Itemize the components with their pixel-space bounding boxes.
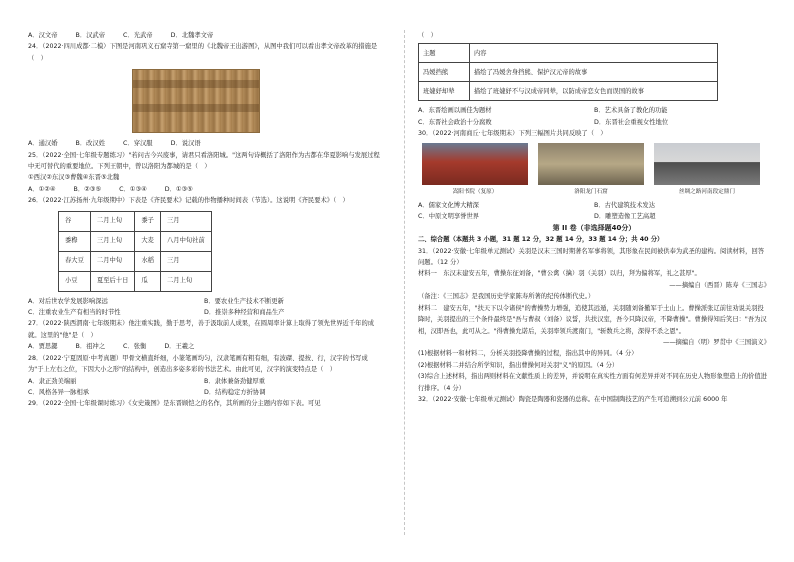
option: A．儒家文化博大精深 xyxy=(418,202,479,210)
material-1-source: ——摘编自（西晋）陈寿《三国志》 xyxy=(669,281,770,289)
option: D．雕塑造像工艺高超 xyxy=(594,213,656,221)
table-cell: 黍子 xyxy=(135,211,161,231)
image-caption: 嵩阳书院（复原） xyxy=(452,188,498,195)
material-2: 材料二 建安五年，"扶天下以令诸侯"的曹操势力增强，追使其远遁，关羽随刘备撤军于土山上。曹操派张辽前往劝说关羽投降时，关羽提出的三个条件最终是"吾与曹叔（刘备）议誓，共扶汉室，吾今只降汉帝，不降曹操"。曹操得知后笑曰："吾为汉相，汉即吾也，此可从之。"得曹操允诺后，关羽率领兵渡南门，"斩数兵之将，深得不杀之恩"。 xyxy=(418,304,767,335)
table-row xyxy=(59,211,212,231)
exam-page xyxy=(28,30,768,535)
table-row xyxy=(419,82,718,101)
q25-list: ①西汉②东汉③曹魏④东晋⑤北魏 xyxy=(28,174,120,182)
table-cell: 黍穄 xyxy=(59,231,91,251)
q30-images xyxy=(422,143,770,185)
option: C．张衡 xyxy=(123,343,147,351)
option: D．推崇多种经营和商品生产 xyxy=(204,309,285,317)
option: C．中原文明享誉世界 xyxy=(418,213,480,221)
option: C．①③④ xyxy=(119,185,147,193)
sub-question-2: (2)根据材料二并结合所学知识，指出曹操何对关羽"义"的原因。（4 分） xyxy=(418,361,619,369)
table-cell: 描绘了班婕妤不与汉成帝同辇，以防成帝恋女色而误国的故事 xyxy=(470,82,718,101)
option: C．风格各异一脉相承 xyxy=(28,388,90,396)
table-cell: 三月 xyxy=(160,211,211,231)
table-header-cell: 主题 xyxy=(419,44,470,63)
table-cell: 谷 xyxy=(59,211,91,231)
table-cell: 二月中旬 xyxy=(90,251,134,271)
table-row xyxy=(59,271,212,291)
right-column xyxy=(418,30,770,405)
option: B．②③⑤ xyxy=(73,185,102,193)
option: C．光武帝 xyxy=(123,32,153,39)
q27-options xyxy=(28,341,380,352)
material-1: 材料一 东汉末建安五年，曹操东征刘备，"曹公禽（擒）羽（关羽）以归，拜为偏将军，礼之甚厚"。 xyxy=(418,270,701,278)
table-cell: 夏至后十日 xyxy=(90,271,134,291)
table-row xyxy=(419,44,718,63)
q30-captions xyxy=(422,187,770,198)
option: A．隶正劲美端丽 xyxy=(28,377,77,385)
table-cell: 二月上旬 xyxy=(160,271,211,291)
image-caption: 丝绸之路河南段定鼎门 xyxy=(679,188,735,195)
option: D．①③⑤ xyxy=(164,185,193,193)
option: A．贾思勰 xyxy=(28,343,58,351)
option: B．艺术具备了教化的功能 xyxy=(594,107,668,115)
option: A．东晋绘画以画佳为题材 xyxy=(418,107,492,115)
option: B．祖冲之 xyxy=(75,343,106,351)
question-32: 32．（2022·安徽·七年级单元测试）陶瓷是陶器和瓷器的总称。在中国制陶技艺的产生可追溯到公元前 6000 年 xyxy=(418,395,728,403)
question-29: 29．（2022·全国·七年级课时练习）《女史箴图》是东晋顾恺之的名作，其所画的分主题内容如下表。可见 xyxy=(28,400,321,408)
option: D．说汉语 xyxy=(170,140,201,148)
q24-options xyxy=(28,138,380,149)
option: A．对后世农学发展影响深远 xyxy=(28,297,108,305)
question-31: 31．（2022·安徽·七年级单元测试）关羽是汉末三国时期著名军事将领，其形象在民间被供奉为武圣的建构。阅读材料，回答问题。（12 分） xyxy=(418,247,765,267)
table-row xyxy=(59,231,212,251)
table-header-cell: 内容 xyxy=(470,44,718,63)
option: B．汉武帝 xyxy=(75,32,106,39)
table-cell: 二月上旬 xyxy=(90,211,134,231)
option: D．结构稳定方折协调 xyxy=(204,388,266,396)
q23-options xyxy=(28,30,380,41)
sub-question-1: (1)根据材料一和材料二，分析关羽投降曹操的过程，指出其中的异同。（4 分） xyxy=(418,350,638,358)
nushi-zhen-table xyxy=(418,43,718,101)
songyang-academy-image xyxy=(422,143,528,185)
q30-options xyxy=(418,200,770,223)
answer-paren: （ ） xyxy=(418,32,437,39)
question-26: 26．（2022·江苏扬州·九年级期中）下表是《齐民要术》记载的作物播种时间表（节选）。这说明《齐民要术》（ ） xyxy=(28,197,349,205)
option: C．穿汉服 xyxy=(123,140,153,148)
material-2-source: ——摘编自（明）罗贯中《三国演义》 xyxy=(662,338,770,346)
option: D．王羲之 xyxy=(164,343,195,351)
option: B．改汉姓 xyxy=(75,140,106,148)
section-title: 第 II 卷（非选择题40分） xyxy=(552,223,636,232)
sub-question-3: (3)综合上述材料，指出两则材料在文献性质上的差异，并说明在真实性方面有何差异并对不同在历史人物形象塑造上的价值进行排序。（4 分） xyxy=(418,373,767,392)
option: B．要农业生产技术不断更新 xyxy=(204,297,284,305)
table-cell: 水稻 xyxy=(135,251,161,271)
q28-options xyxy=(28,376,380,399)
option: A．汉文帝 xyxy=(28,32,58,39)
image-caption: 洛阳龙门石窟 xyxy=(574,188,608,195)
dingding-gate-image xyxy=(654,143,760,185)
option: D．北魏孝文帝 xyxy=(170,32,214,39)
option: B．古代建筑技术发达 xyxy=(594,202,655,210)
sowing-time-table xyxy=(58,211,212,292)
part-title: 二、综合题（本题共 3 小题，31 题 12 分，32 题 14 分，33 题 14 分；共 40 分） xyxy=(418,236,664,244)
question-30: 30．（2022·河南商丘·七年级期末）下列三幅图片共同反映了（ ） xyxy=(418,130,607,138)
table-cell: 三月上旬 xyxy=(90,231,134,251)
option: A．通汉婚 xyxy=(28,140,58,148)
option: D．东晋社会重视女性地位 xyxy=(594,118,669,126)
table-cell: 春大豆 xyxy=(59,251,91,271)
question-27: 27．（2022·陕西渭南·七年级期末）他注重实践，勤于思考，善于汲取前人成果，在圆周率计算上取得了领先世界近千年的成就。这里的"他"是（ ） xyxy=(28,320,375,339)
question-28: 28．（2022·宁夏固原·中考真题）甲骨文横直纤细，小篆笔画均匀，汉隶笔画有粗有细，有波磔、提按、行，汉字的书写成为"于上左右之位，下因大小之形"的结构中，创造出多姿多彩的书法艺术。由此可见，汉字的演变特点是（ ） xyxy=(28,354,368,374)
question-24: 24．（2022·四川成都·二模）下图是河南巩义石窟寺第一窟里的《北魏帝王出游图》，从图中我们可以看出孝文帝改革的措施是（ ） xyxy=(28,43,378,62)
northern-wei-relief-image xyxy=(132,69,260,133)
longmen-grottoes-image xyxy=(538,143,644,185)
q25-options xyxy=(28,184,380,195)
table-cell: 小豆 xyxy=(59,271,91,291)
table-cell: 大麦 xyxy=(135,231,161,251)
table-cell: 八月中旬社前 xyxy=(160,231,211,251)
left-column xyxy=(28,30,380,410)
table-row xyxy=(59,251,212,271)
q26-options xyxy=(28,296,380,319)
question-25: 25．（2022·全国·七年级专题练习）"若问古今兴废事，请君只看洛阳城。"这两句诗概括了洛阳作为古都在华夏影响与发展过程中无可替代的重要地位。下列王朝中，曾以洛阳为都城的是（ ） xyxy=(28,151,380,171)
option: A．①②④ xyxy=(28,185,56,193)
table-cell: 冯媛挡熊 xyxy=(419,63,470,82)
option: C．注重农业生产有相当的时节性 xyxy=(28,309,121,317)
table-cell: 班婕妤却辇 xyxy=(419,82,470,101)
table-row xyxy=(419,63,718,82)
column-divider xyxy=(404,30,405,535)
table-cell: 三月 xyxy=(160,251,211,271)
table-cell: 描绘了冯媛舍身挡熊、保护汉元帝的故事 xyxy=(470,63,718,82)
option: C．东晋社会政治十分腐败 xyxy=(418,118,492,126)
option: B．隶体兼备劲健厚重 xyxy=(204,377,265,385)
q29-options xyxy=(418,105,770,128)
note: （备注：《三国志》是我国历史学家陈寿所著的纪传体断代史。） xyxy=(418,293,595,301)
table-cell: 瓜 xyxy=(135,271,161,291)
